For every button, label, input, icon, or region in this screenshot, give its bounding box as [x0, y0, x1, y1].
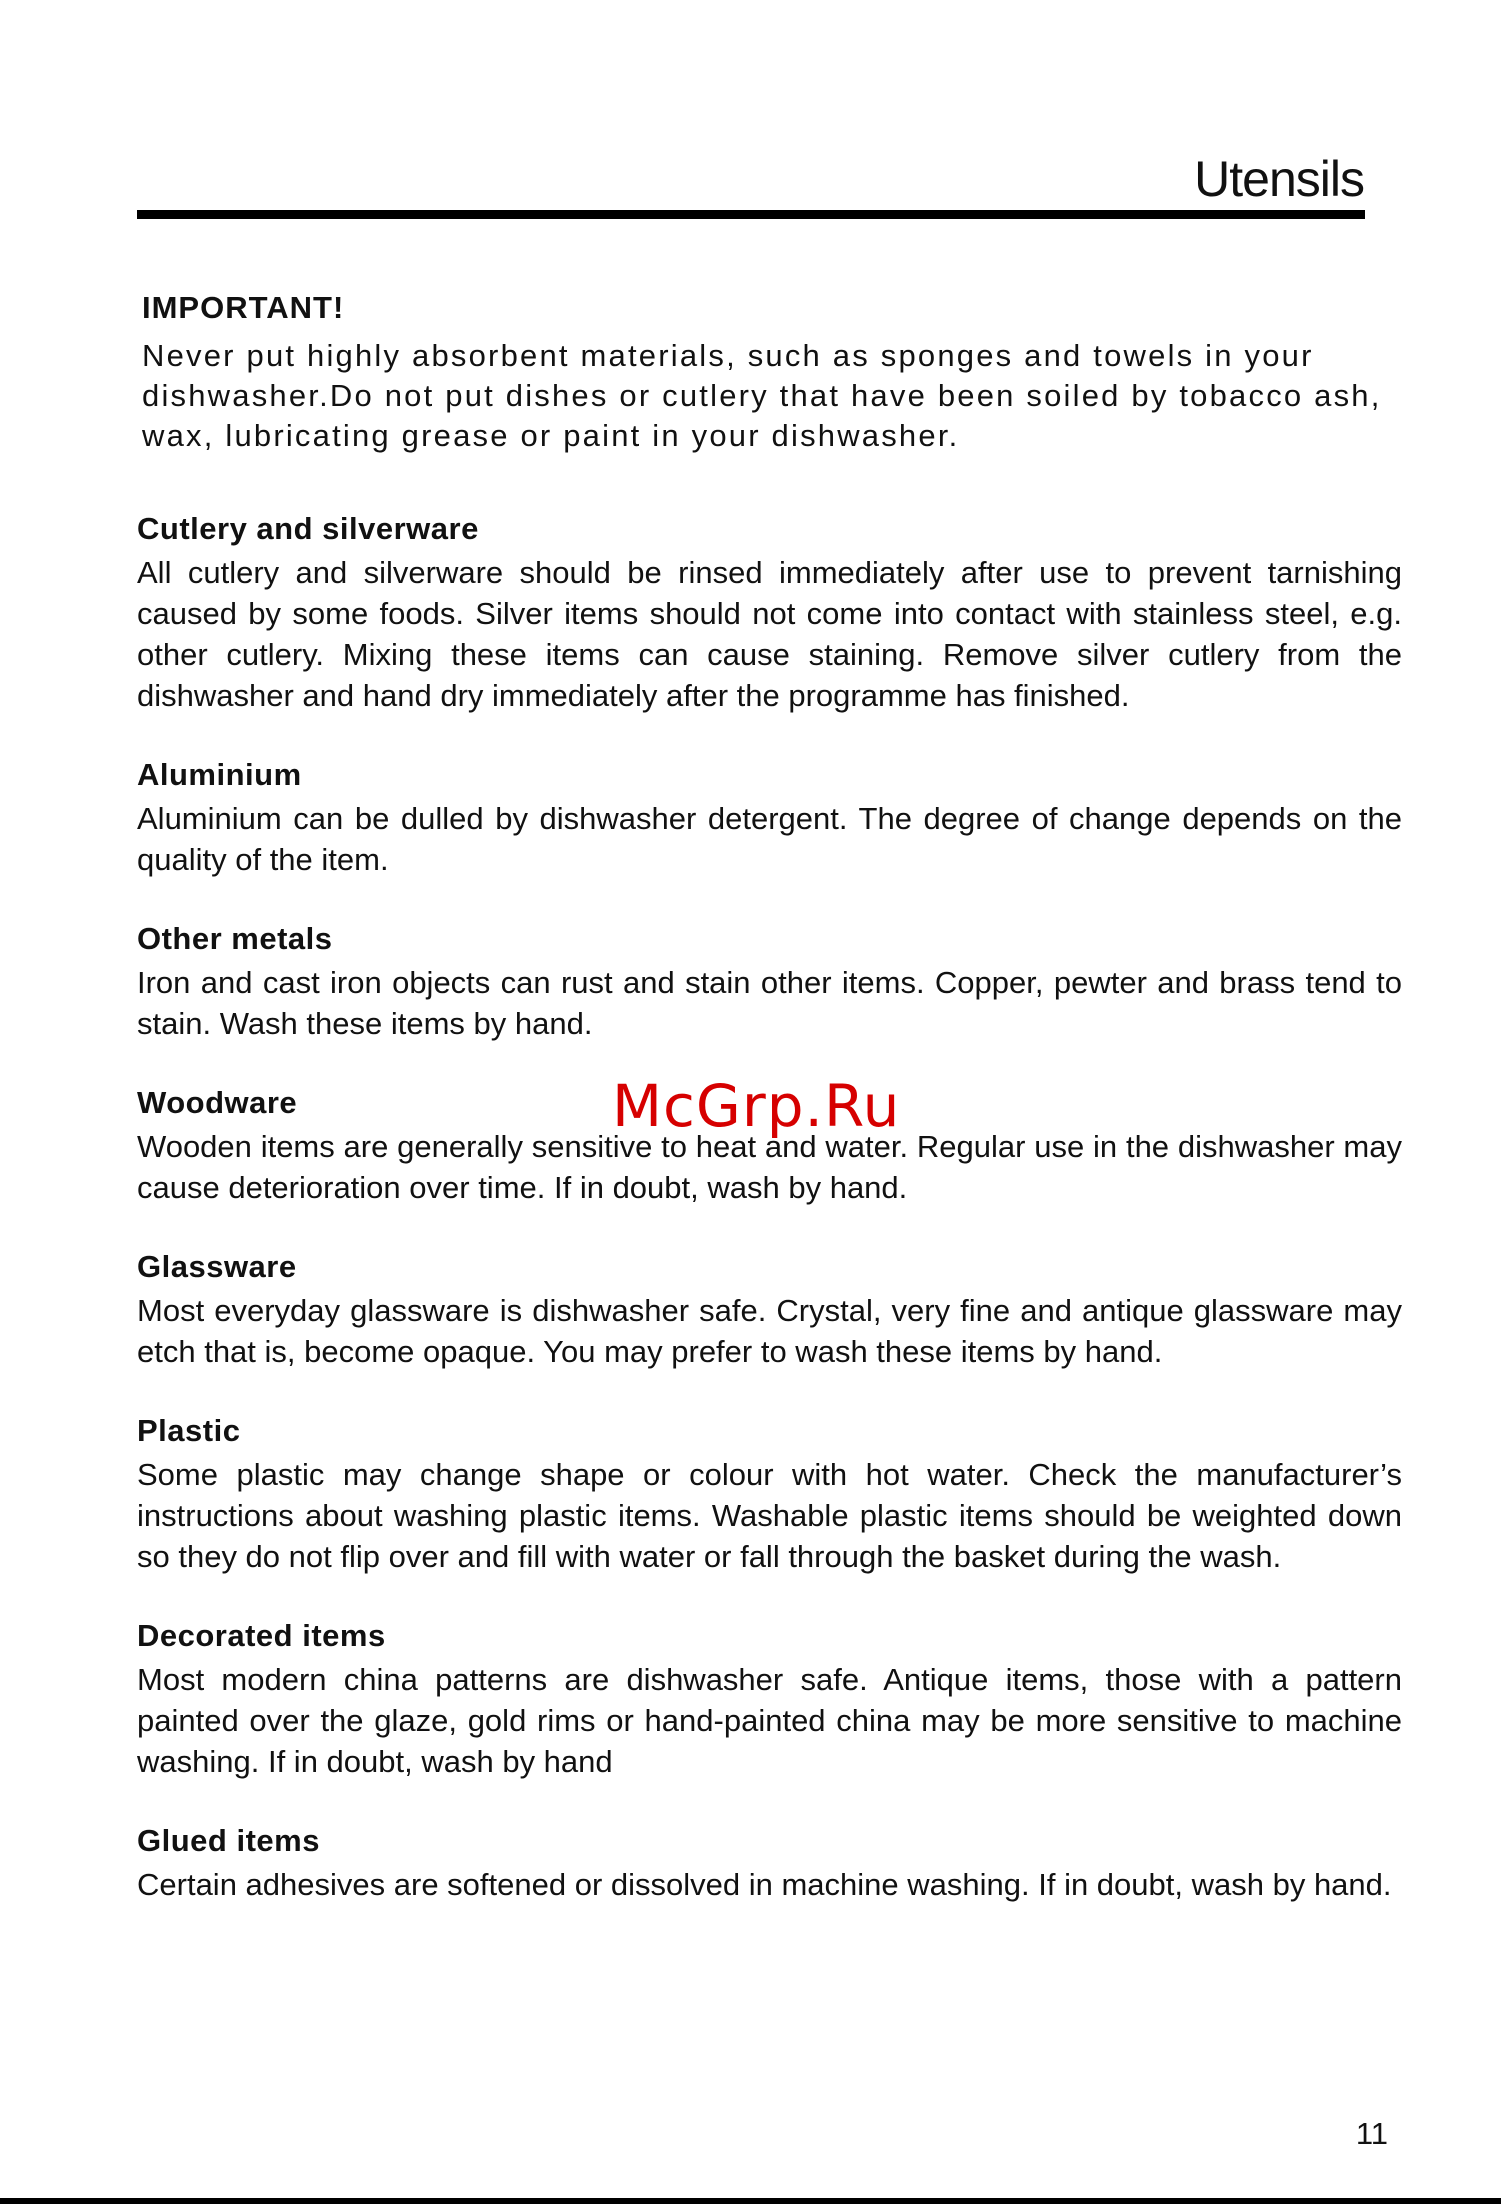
sections-container: [137, 508, 1402, 1943]
section-heading: Other metals: [137, 921, 333, 956]
section-heading: Glued items: [137, 1823, 320, 1858]
section-heading: Decorated items: [137, 1618, 386, 1653]
section-text: All cutlery and silverware should be rinsed immediately after use to prevent tarnishing caused by some foods. Silver items should not come into contact with stainless steel, e.g. other cutlery. Mixing these items can cause staining. Remove silver cutlery from the dishwasher and hand dry immediately after the programme has finished.: [137, 555, 1402, 713]
section-text: Aluminium can be dulled by dishwasher detergent. The degree of change depends on the quality of the item.: [137, 801, 1402, 877]
section-text: Most everyday glassware is dishwasher safe. Crystal, very fine and antique glassware may etch that is, become opaque. You may prefer to wash these items by hand.: [137, 1293, 1402, 1369]
section-heading: Glassware: [137, 1249, 297, 1284]
section-text: Some plastic may change shape or colour with hot water. Check the manufacturer’s instructions about washing plastic items. Washable plastic items should be weighted down so they do not flip over and fill with water or fall through the basket during the wash.: [137, 1457, 1402, 1574]
section-decorated-items: [137, 1615, 1402, 1782]
page-number: 11: [1355, 2116, 1388, 2151]
section-glued-items: [137, 1820, 1402, 1905]
section-text: Wooden items are generally sensitive to heat and water. Regular use in the dishwasher may cause deterioration over time. If in doubt, wash by hand.: [137, 1129, 1402, 1205]
section-text: Most modern china patterns are dishwasher safe. Antique items, those with a pattern painted over the glaze, gold rims or hand-painted china may be more sensitive to machine washing. If in doubt, wash by hand: [137, 1662, 1402, 1779]
section-text: Certain adhesives are softened or dissolved in machine washing. If in doubt, wash by hand.: [137, 1867, 1392, 1902]
section-cutlery: [137, 508, 1402, 716]
watermark: McGrp.Ru: [612, 1072, 901, 1140]
important-heading: IMPORTANT!: [142, 290, 345, 325]
section-heading: Cutlery and silverware: [137, 511, 479, 546]
page-title: Utensils: [1194, 151, 1364, 207]
bottom-rule: [0, 2198, 1501, 2204]
section-text: Iron and cast iron objects can rust and stain other items. Copper, pewter and brass tend to stain. Wash these items by hand.: [137, 965, 1402, 1041]
section-glassware: [137, 1246, 1402, 1372]
header-rule: [137, 210, 1365, 219]
important-notice: [142, 290, 1382, 456]
section-plastic: [137, 1410, 1402, 1577]
section-heading: Plastic: [137, 1413, 241, 1448]
section-aluminium: [137, 754, 1402, 880]
important-text: Never put highly absorbent materials, such as sponges and towels in your dishwasher.Do not put dishes or cutlery that have been soiled by tobacco ash, wax, lubricating grease or paint in your dishwasher.: [142, 338, 1382, 453]
section-heading: Aluminium: [137, 757, 302, 792]
section-other-metals: [137, 918, 1402, 1044]
section-heading: Woodware: [137, 1085, 298, 1120]
